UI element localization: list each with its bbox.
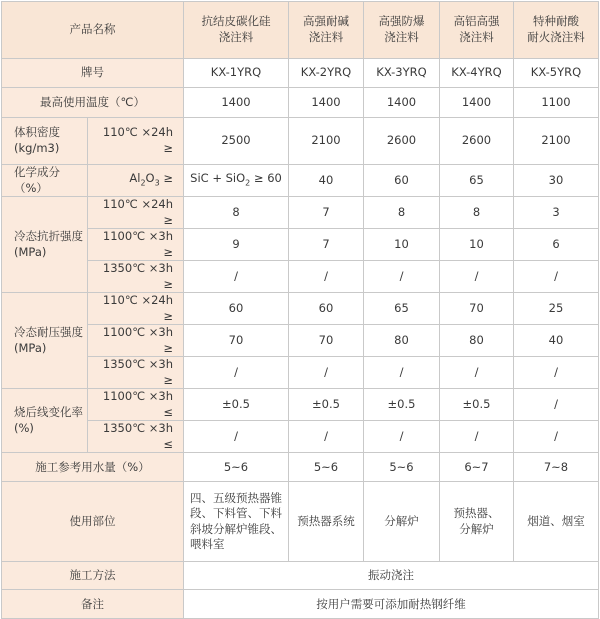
compressive-value: / xyxy=(440,357,514,389)
flexural-value: 10 xyxy=(364,229,440,261)
usage-value: 四、五级预热器锥 段、下料管、下料 斜坡分解炉锥段、 喂料室 xyxy=(184,482,289,562)
product-name-4: 高铝高强 浇注料 xyxy=(440,2,514,59)
flexural-value: 8 xyxy=(440,197,514,229)
grade-value: KX-5YRQ xyxy=(514,59,599,88)
compressive-value: / xyxy=(364,357,440,389)
compressive-row xyxy=(2,325,599,357)
flexural-condition: 110℃ ×24h ≥ xyxy=(88,197,184,229)
water-value: 7~8 xyxy=(514,453,599,482)
compressive-value: / xyxy=(514,357,599,389)
flexural-value: / xyxy=(440,261,514,293)
flexural-row xyxy=(2,261,599,293)
usage-value: 烟道、烟室 xyxy=(514,482,599,562)
linear-change-value: / xyxy=(184,421,289,453)
water-row xyxy=(2,453,599,482)
chem-row xyxy=(2,165,599,197)
compressive-value: 80 xyxy=(440,325,514,357)
grade-value: KX-2YRQ xyxy=(289,59,364,88)
flexural-label: 冷态抗折强度 (MPa) xyxy=(2,197,88,293)
grade-row xyxy=(2,59,599,88)
notes-value: 按用户需要可添加耐热钢纤维 xyxy=(184,590,599,619)
flexural-value: 7 xyxy=(289,197,364,229)
compressive-value: 70 xyxy=(440,293,514,325)
notes-label: 备注 xyxy=(2,590,184,619)
density-row xyxy=(2,118,599,165)
flexural-value: 9 xyxy=(184,229,289,261)
flexural-value: 3 xyxy=(514,197,599,229)
compressive-condition: 1100℃ ×3h ≥ xyxy=(88,325,184,357)
max-temp-value: 1400 xyxy=(364,88,440,118)
water-value: 6~7 xyxy=(440,453,514,482)
max-temp-value: 1400 xyxy=(289,88,364,118)
grade-value: KX-1YRQ xyxy=(184,59,289,88)
grade-label: 牌号 xyxy=(2,59,184,88)
compressive-value: 25 xyxy=(514,293,599,325)
density-label: 体积密度 (kg/m3) xyxy=(2,118,88,165)
linear-change-value: / xyxy=(364,421,440,453)
chem-value: 65 xyxy=(440,165,514,197)
compressive-label: 冷态耐压强度 (MPa) xyxy=(2,293,88,389)
flexural-value: 7 xyxy=(289,229,364,261)
flexural-value: 8 xyxy=(184,197,289,229)
compressive-value: 60 xyxy=(184,293,289,325)
max-temp-value: 1400 xyxy=(440,88,514,118)
product-name-5: 特种耐酸 耐火浇注料 xyxy=(514,2,599,59)
water-value: 5~6 xyxy=(289,453,364,482)
density-condition: 110℃ ×24h ≥ xyxy=(88,118,184,165)
linear-change-label: 烧后线变化率 (%) xyxy=(2,389,88,453)
usage-row xyxy=(2,482,599,562)
flexural-value: / xyxy=(184,261,289,293)
linear-change-row xyxy=(2,389,599,421)
compressive-value: 70 xyxy=(184,325,289,357)
max-temp-label: 最高使用温度（℃） xyxy=(2,88,184,118)
header-row xyxy=(2,2,599,59)
max-temp-value: 1400 xyxy=(184,88,289,118)
usage-label: 使用部位 xyxy=(2,482,184,562)
compressive-value: 65 xyxy=(364,293,440,325)
spec-table xyxy=(1,1,599,619)
compressive-value: / xyxy=(289,357,364,389)
compressive-condition: 1350℃ ×3h ≥ xyxy=(88,357,184,389)
density-value: 2100 xyxy=(289,118,364,165)
compressive-value: / xyxy=(184,357,289,389)
flexural-value: 10 xyxy=(440,229,514,261)
linear-change-value: / xyxy=(440,421,514,453)
method-value: 振动浇注 xyxy=(184,562,599,590)
usage-value: 分解炉 xyxy=(364,482,440,562)
linear-change-row xyxy=(2,421,599,453)
water-value: 5~6 xyxy=(364,453,440,482)
linear-change-value: ±0.5 xyxy=(184,389,289,421)
compressive-row xyxy=(2,357,599,389)
density-value: 2600 xyxy=(440,118,514,165)
linear-change-value: ±0.5 xyxy=(364,389,440,421)
water-value: 5~6 xyxy=(184,453,289,482)
chem-condition: $Al_2O_3$ ≥ xyxy=(88,165,184,197)
density-value: 2500 xyxy=(184,118,289,165)
chem-sic-value: SiC + SiO$_2$ ≥ 60 xyxy=(184,165,289,197)
notes-row xyxy=(2,590,599,619)
flexural-value: 8 xyxy=(364,197,440,229)
flexural-value: / xyxy=(289,261,364,293)
linear-change-value: / xyxy=(514,389,599,421)
compressive-value: 70 xyxy=(289,325,364,357)
usage-value: 预热器系统 xyxy=(289,482,364,562)
max-temp-value: 1100 xyxy=(514,88,599,118)
linear-change-condition: 1100℃ ×3h ≤ xyxy=(88,389,184,421)
flexural-condition: 1350℃ ×3h ≥ xyxy=(88,261,184,293)
linear-change-condition: 1350℃ ×3h ≤ xyxy=(88,421,184,453)
usage-value: 预热器、 分解炉 xyxy=(440,482,514,562)
grade-value: KX-3YRQ xyxy=(364,59,440,88)
chem-value: 60 xyxy=(364,165,440,197)
flexural-row xyxy=(2,229,599,261)
compressive-row xyxy=(2,293,599,325)
density-value: 2100 xyxy=(514,118,599,165)
grade-value: KX-4YRQ xyxy=(440,59,514,88)
flexural-row xyxy=(2,197,599,229)
compressive-value: 80 xyxy=(364,325,440,357)
chem-value: 30 xyxy=(514,165,599,197)
compressive-condition: 110℃ ×24h ≥ xyxy=(88,293,184,325)
compressive-value: 60 xyxy=(289,293,364,325)
product-name-3: 高强防爆 浇注料 xyxy=(364,2,440,59)
method-row xyxy=(2,562,599,590)
flexural-value: 6 xyxy=(514,229,599,261)
linear-change-value: ±0.5 xyxy=(289,389,364,421)
max-temp-row xyxy=(2,88,599,118)
water-label: 施工参考用水量（%） xyxy=(2,453,184,482)
density-value: 2600 xyxy=(364,118,440,165)
chem-label: 化学成分（%） xyxy=(2,165,88,197)
flexural-value: / xyxy=(364,261,440,293)
linear-change-value: ±0.5 xyxy=(440,389,514,421)
product-name-2: 高强耐碱 浇注料 xyxy=(289,2,364,59)
product-name-1: 抗结皮碳化硅 浇注料 xyxy=(184,2,289,59)
product-name-label: 产品名称 xyxy=(2,2,184,59)
compressive-value: 40 xyxy=(514,325,599,357)
method-label: 施工方法 xyxy=(2,562,184,590)
linear-change-value: / xyxy=(514,421,599,453)
flexural-condition: 1100℃ ×3h ≥ xyxy=(88,229,184,261)
linear-change-value: / xyxy=(289,421,364,453)
flexural-value: / xyxy=(514,261,599,293)
chem-value: 40 xyxy=(289,165,364,197)
